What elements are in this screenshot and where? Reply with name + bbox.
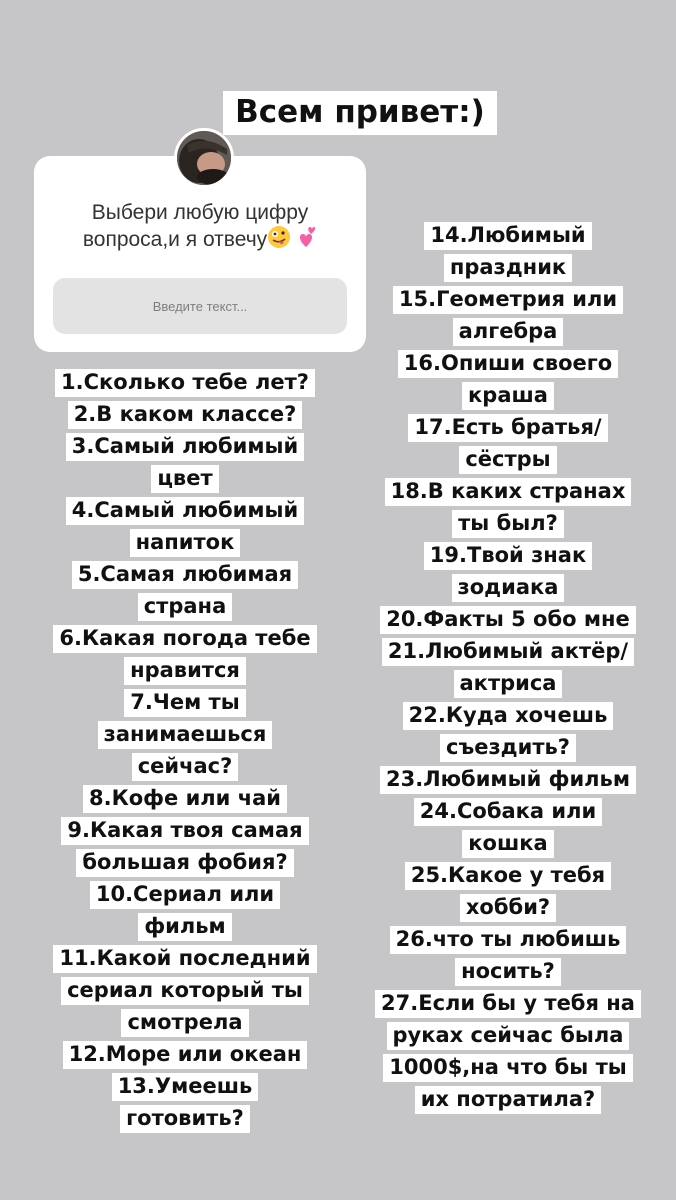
- avatar: [174, 128, 234, 188]
- question-text: краша: [462, 382, 554, 410]
- question-text: 3.Самый любимый: [66, 433, 304, 461]
- question-text: 6.Какая погода тебе: [53, 625, 316, 653]
- question-text: 24.Собака или: [414, 798, 602, 826]
- question-item: [348, 859, 668, 923]
- question-text: 10.Сериал или: [90, 881, 280, 909]
- question-text: 19.Твой знак: [424, 542, 592, 570]
- question-item: [348, 219, 668, 283]
- question-text: цвет: [151, 465, 218, 493]
- question-item: [348, 411, 668, 475]
- question-text: 2.В каком классе?: [68, 401, 303, 429]
- question-item: [20, 622, 350, 686]
- question-text: съездить?: [440, 734, 576, 762]
- question-item: [20, 1038, 350, 1070]
- question-text: большая фобия?: [76, 849, 293, 877]
- question-item: [348, 475, 668, 539]
- question-item: [20, 878, 350, 942]
- question-text: 27.Если бы у тебя на: [375, 990, 641, 1018]
- question-text: 15.Геометрия или: [393, 286, 623, 314]
- question-item: [348, 283, 668, 347]
- question-text: 20.Факты 5 обо мне: [380, 606, 636, 634]
- questions-right-column: [348, 219, 668, 1115]
- question-prompt-line-1: Выбери любую цифру: [91, 201, 309, 224]
- question-text: смотрела: [121, 1009, 248, 1037]
- question-text: 8.Кофе или чай: [83, 785, 287, 813]
- question-item: [20, 814, 350, 878]
- question-text: страна: [138, 593, 233, 621]
- question-text: их потратила?: [415, 1086, 602, 1114]
- question-item: [20, 686, 350, 782]
- question-text: руках сейчас была: [387, 1022, 630, 1050]
- question-item: [20, 398, 350, 430]
- question-text: 13.Умеешь: [112, 1073, 259, 1101]
- question-text: 16.Опиши своего: [398, 350, 618, 378]
- question-item: [348, 795, 668, 859]
- question-item: [348, 763, 668, 795]
- question-text: 25.Какое у тебя: [405, 862, 611, 890]
- question-text: ты был?: [452, 510, 564, 538]
- question-text: занимаешься: [98, 721, 273, 749]
- question-text: 21.Любимый актёр/: [382, 638, 634, 666]
- question-item: [20, 494, 350, 558]
- question-text: нравится: [124, 657, 246, 685]
- question-text: праздник: [444, 254, 572, 282]
- zany-face-icon: [267, 225, 291, 255]
- question-item: [348, 539, 668, 603]
- question-item: [348, 923, 668, 987]
- question-item: [348, 347, 668, 411]
- question-text: зодиака: [452, 574, 565, 602]
- question-text: сериал который ты: [61, 977, 309, 1005]
- question-text: фильм: [138, 913, 231, 941]
- question-item: [20, 558, 350, 622]
- question-item: [348, 699, 668, 763]
- answer-input[interactable]: Введите текст...: [53, 278, 347, 334]
- question-text: сёстры: [459, 446, 556, 474]
- question-item: [20, 782, 350, 814]
- question-text: кошка: [462, 830, 553, 858]
- question-text: 1.Сколько тебе лет?: [55, 369, 315, 397]
- question-text: 22.Куда хочешь: [403, 702, 614, 730]
- question-text: 1000$,на что бы ты: [383, 1054, 632, 1082]
- question-text: 5.Самая любимая: [72, 561, 298, 589]
- question-text: 26.что ты любишь: [390, 926, 627, 954]
- question-text: носить?: [455, 958, 561, 986]
- question-text: 18.В каких странах: [385, 478, 632, 506]
- question-text: напиток: [130, 529, 241, 557]
- questions-left-column: [20, 366, 350, 1134]
- question-item: [348, 603, 668, 635]
- question-text: 4.Самый любимый: [66, 497, 304, 525]
- question-item: [20, 1070, 350, 1134]
- question-text: сейчас?: [132, 753, 239, 781]
- question-text: 9.Какая твоя самая: [61, 817, 308, 845]
- question-text: 7.Чем ты: [124, 689, 245, 717]
- question-prompt-line-2: вопроса,и я отвечу: [82, 228, 268, 251]
- question-text: 23.Любимый фильм: [380, 766, 636, 794]
- question-item: [20, 366, 350, 398]
- question-item: [348, 635, 668, 699]
- question-text: 14.Любимый: [424, 222, 591, 250]
- story-title-text: Всем привет:): [223, 91, 497, 135]
- story-title: [0, 94, 676, 130]
- question-item: [348, 987, 668, 1115]
- question-item: [20, 942, 350, 1038]
- question-text: хобби?: [460, 894, 556, 922]
- question-text: 12.Море или океан: [63, 1041, 308, 1069]
- question-text: алгебра: [453, 318, 564, 346]
- question-item: [20, 430, 350, 494]
- question-text: актриса: [454, 670, 563, 698]
- question-text: 11.Какой последний: [53, 945, 316, 973]
- question-prompt-line-2-wrap: [34, 225, 366, 255]
- question-text: 17.Есть братья/: [408, 414, 607, 442]
- question-prompt: [34, 200, 366, 255]
- question-text: готовить?: [120, 1105, 250, 1133]
- two-hearts-icon: [291, 225, 317, 255]
